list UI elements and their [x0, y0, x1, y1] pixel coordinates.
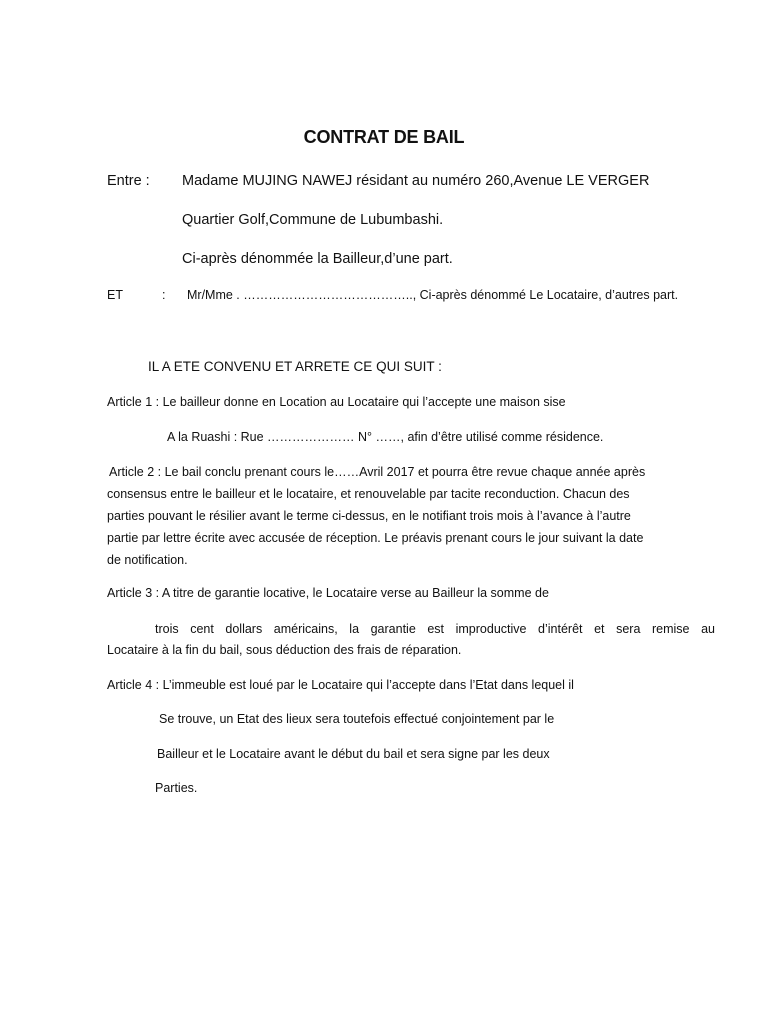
et-label: ET [107, 288, 123, 302]
article-3-line-1: Article 3 : A titre de garantie locative, le Locataire verse au Bailleur la somme de [107, 586, 549, 600]
article-2-line-2: consensus entre le bailleur et le locataire, et renouvelable par tacite reconduction. Chacun des [107, 487, 630, 501]
article-2-line-3: parties pouvant le résilier avant le terme ci-dessus, en le notifiant trois mois à l’avance à l’autre [107, 509, 631, 523]
article-2-line-1: Article 2 : Le bail conclu prenant cours le……Avril 2017 et pourra être revue chaque année après [109, 465, 646, 479]
article-3-line-2-wrap [155, 618, 715, 640]
article-3-line-2: trois cent dollars américains, la garantie est improductive d’intérêt et sera remise au [155, 622, 715, 636]
article-2-line-5: de notification. [107, 553, 188, 567]
article-4-line-4: Parties. [155, 781, 198, 795]
article-1-line-2: A la Ruashi : Rue ………………… N° ……, afin d’être utilisé comme résidence. [167, 430, 604, 444]
article-1-line-1: Article 1 : Le bailleur donne en Location au Locataire qui l’accepte une maison sise [107, 395, 566, 409]
article-3-line-3: Locataire à la fin du bail, sous déduction des frais de réparation. [107, 643, 462, 657]
et-colon: : [162, 288, 166, 302]
article-4-line-2: Se trouve, un Etat des lieux sera toutefois effectué conjointement par le [159, 712, 555, 726]
bailleur-line-3: Ci-après dénommée la Bailleur,d’une part. [182, 251, 453, 267]
article-4-line-3: Bailleur et le Locataire avant le début du bail et sera signe par les deux [157, 747, 550, 761]
locataire-line: Mr/Mme . ………………………………….., Ci-après dénommé Le Locataire, d’autres part. [187, 288, 679, 302]
article-4-line-1: Article 4 : L’immeuble est loué par le Locataire qui l’accepte dans l’Etat dans lequel il [107, 678, 574, 692]
convenu-heading: IL A ETE CONVENU ET ARRETE CE QUI SUIT : [148, 359, 442, 374]
entre-label: Entre : [107, 173, 150, 189]
contract-title: CONTRAT DE BAIL [303, 127, 465, 147]
bailleur-line-1: Madame MUJING NAWEJ résidant au numéro 260,Avenue LE VERGER [182, 173, 650, 189]
article-2-line-4: partie par lettre écrite avec accusée de réception. Le préavis prenant cours le jour suivant la date [107, 531, 644, 545]
bailleur-line-2: Quartier Golf,Commune de Lubumbashi. [182, 212, 444, 228]
